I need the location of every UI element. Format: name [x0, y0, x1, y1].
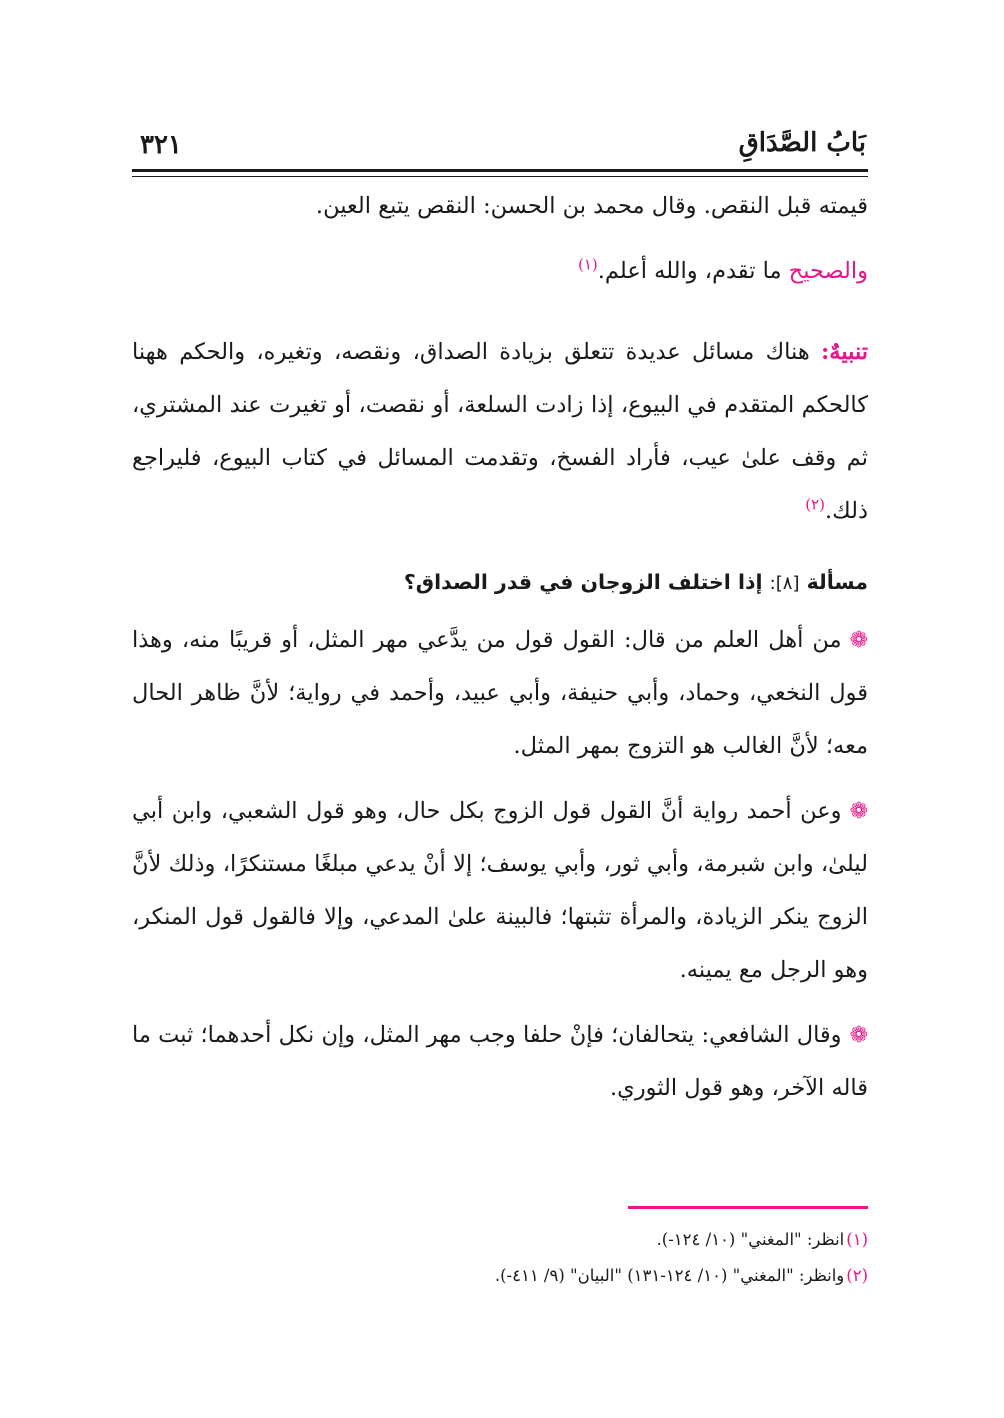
opinion-1-text: من أهل العلم من قال: القول قول من يدَّعي مهر المثل، أو قريبًا منه، وهذا قول النخعي، وحماد، وأبي حنيفة، وأبي عبيد، وأحمد في رواية؛ لأنَّ ظاهر الحال معه؛ لأنَّ الغالب هو التزوج بمهر المثل.: [132, 627, 868, 759]
paragraph-note: [132, 326, 868, 538]
highlight-tanbih: تنبيهٌ:: [821, 339, 868, 365]
page-body: [132, 180, 868, 1115]
flower-bullet-icon: ❁: [849, 1023, 868, 1048]
header-rule-thick: [132, 169, 868, 172]
footnote-2: [132, 1258, 868, 1294]
question-text: إذا اختلف الزوجان في قدر الصداق؟: [403, 570, 770, 594]
page-number: ٣٢١: [140, 130, 182, 160]
opinion-3-text: وقال الشافعي: يتحالفان؛ فإنْ حلفا وجب مهر المثل، وإن نكل أحدهما؛ ثبت ما قاله الآخر، وهو قول الثوري.: [132, 1022, 868, 1101]
footnote-1: [132, 1222, 868, 1258]
paragraph-2: [132, 245, 868, 298]
question-label: مسألة: [806, 570, 868, 594]
paragraph-2-text: ما تقدم، والله أعلم.: [597, 258, 789, 284]
footnote-2-number: (٢): [846, 1266, 868, 1285]
flower-bullet-icon: ❁: [849, 799, 868, 824]
opinion-2: [132, 785, 868, 997]
question-heading: [132, 558, 868, 608]
page-header: [132, 128, 866, 168]
footnote-1-number: (١): [846, 1230, 868, 1249]
footnote-divider: [628, 1206, 868, 1209]
footnotes: [132, 1222, 868, 1294]
footnote-2-text: وانظر: "المغني" (١٠/ ١٢٤-١٣١) "البيان" (٩/ ٤١١-).: [494, 1266, 845, 1285]
paragraph-1: قيمته قبل النقص. وقال محمد بن الحسن: النقص يتبع العين.: [315, 193, 868, 219]
opinion-1: [132, 614, 868, 773]
footnote-1-text: انظر: "المغني" (١٠/ ١٢٤-).: [656, 1230, 845, 1249]
chapter-title: بَابُ الصَّدَاقِ: [738, 128, 866, 158]
paragraph-note-text: هناك مسائل عديدة تتعلق بزيادة الصداق، ونقصه، وتغيره، والحكم ههنا كالحكم المتقدم في البيوع، إذا زادت السلعة، أو نقصت، أو تغيرت عند المشتري، ثم وقف علىٰ عيب، فأراد الفسخ، وتقدمت المسائل في كتاب البيوع، فليراجع ذلك.: [132, 339, 868, 524]
footnote-ref-2: (٢): [805, 495, 825, 514]
footnote-ref-1: (١): [577, 255, 598, 274]
flower-bullet-icon: ❁: [849, 628, 868, 653]
opinion-2-text: وعن أحمد رواية أنَّ القول قول الزوج بكل حال، وهو قول الشعبي، وابن أبي ليلىٰ، وابن شبرمة، وأبي ثور، وأبي يوسف؛ إلا أنْ يدعي مبلغًا مستنكرًا، وذلك لأنَّ الزوج ينكر الزيادة، والمرأة تثبتها؛ فالبينة علىٰ المدعي، وإلا فالقول قول المنكر، وهو الرجل مع يمينه.: [132, 798, 868, 983]
header-rule-thin: [132, 176, 868, 177]
opinion-3: [132, 1009, 868, 1115]
question-number: [٨]:: [769, 573, 800, 594]
highlight-sahih: والصحيح: [788, 258, 868, 284]
